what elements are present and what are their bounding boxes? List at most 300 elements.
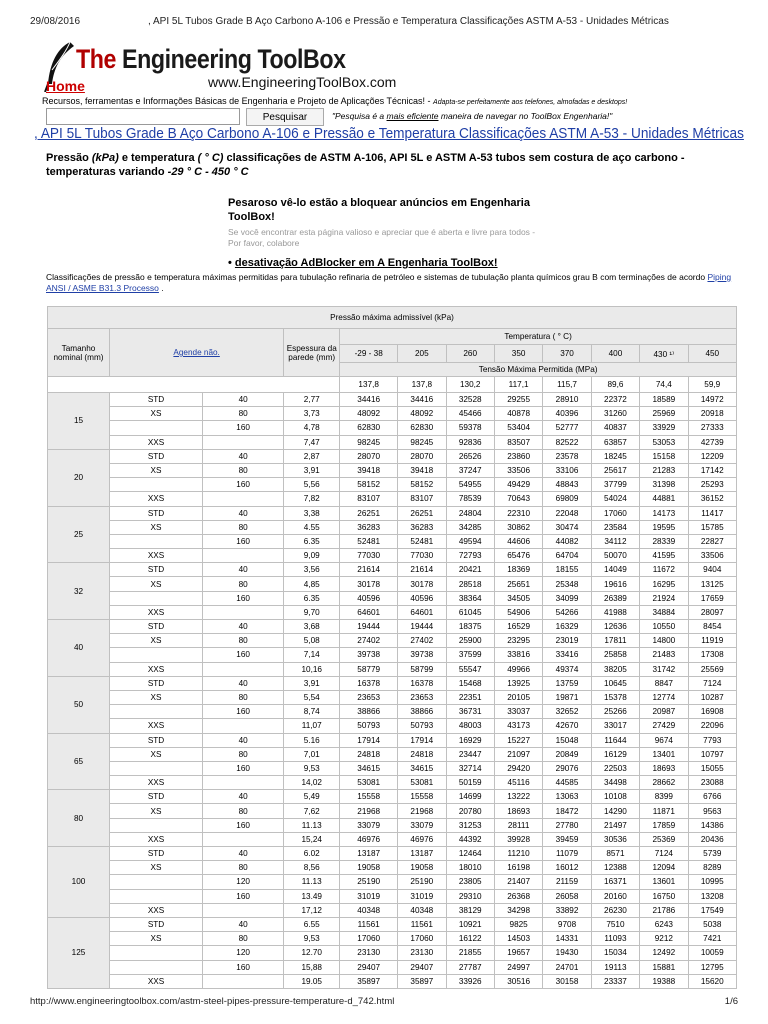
pressure-cell: 17060	[398, 932, 446, 946]
pressure-cell: 16529	[494, 620, 542, 634]
wall-thickness-cell: 11.13	[284, 875, 340, 889]
pressure-cell: 62830	[398, 421, 446, 435]
pressure-cell: 11561	[340, 917, 398, 931]
pressure-cell: 34884	[640, 605, 688, 619]
pressure-cell: 27429	[640, 719, 688, 733]
pressure-cell: 29407	[340, 960, 398, 974]
pressure-cell: 25969	[640, 407, 688, 421]
pressure-cell: 9674	[640, 733, 688, 747]
table-row	[48, 605, 737, 619]
schedule-number-cell	[203, 662, 284, 676]
table-row	[48, 563, 737, 577]
schedule-class-cell: STD	[110, 449, 203, 463]
pressure-cell: 21483	[640, 648, 688, 662]
pressure-cell: 33416	[543, 648, 591, 662]
pressure-cell: 19871	[543, 690, 591, 704]
pressure-cell: 15558	[398, 790, 446, 804]
table-row	[48, 463, 737, 477]
col-size-header: Tamanho nominal (mm)	[48, 329, 110, 377]
pressure-cell: 23130	[398, 946, 446, 960]
pressure-cell: 10995	[688, 875, 736, 889]
pressure-cell: 31019	[398, 889, 446, 903]
pressure-cell: 25190	[340, 875, 398, 889]
wall-thickness-cell: 3,91	[284, 676, 340, 690]
table-row	[48, 393, 737, 407]
pressure-cell: 6243	[640, 917, 688, 931]
pressure-cell: 14386	[688, 818, 736, 832]
nominal-size-cell: 25	[48, 506, 110, 563]
pressure-cell: 64601	[340, 605, 398, 619]
intro-text: Pressão (kPa) e temperatura ( ° C) classificações de ASTM A-106, API 5L e ASTM A-53 tubos sem costura de aço carbono - temperaturas variando -29 ° C - 450 ° C	[46, 152, 685, 178]
pressure-cell: 26389	[591, 591, 639, 605]
pressure-cell: 29407	[398, 960, 446, 974]
schedule-class-cell: XS	[110, 861, 203, 875]
pressure-cell: 31260	[591, 407, 639, 421]
pressure-cell: 27787	[446, 960, 494, 974]
wall-thickness-cell: 3,56	[284, 563, 340, 577]
pressure-cell: 13208	[688, 889, 736, 903]
pressure-cell: 14049	[591, 563, 639, 577]
table-row	[48, 577, 737, 591]
pressure-cell: 20421	[446, 563, 494, 577]
pressure-cell: 37599	[446, 648, 494, 662]
table-row	[48, 676, 737, 690]
pressure-cell: 50159	[446, 776, 494, 790]
pressure-cell: 30516	[494, 974, 542, 988]
wall-thickness-cell: 6.02	[284, 847, 340, 861]
pressure-cell: 42739	[688, 435, 736, 449]
pressure-cell: 28339	[640, 534, 688, 548]
schedule-class-cell: XXS	[110, 662, 203, 676]
pressure-cell: 8847	[640, 676, 688, 690]
pressure-cell: 28097	[688, 605, 736, 619]
pressure-cell: 59378	[446, 421, 494, 435]
print-page-number: 1/6	[724, 996, 738, 1007]
pressure-cell: 19113	[591, 960, 639, 974]
table-row	[48, 662, 737, 676]
pressure-cell: 33926	[446, 974, 494, 988]
schedule-class-cell	[110, 946, 203, 960]
schedule-number-cell: 80	[203, 747, 284, 761]
pressure-cell: 33079	[398, 818, 446, 832]
stress-header: Tensão Máxima Permitida (MPa)	[340, 363, 737, 377]
pressure-cell: 18589	[640, 393, 688, 407]
pressure-cell: 11919	[688, 634, 736, 648]
pressure-cell: 61045	[446, 605, 494, 619]
wall-thickness-cell: 9,09	[284, 549, 340, 563]
pressure-cell: 48092	[340, 407, 398, 421]
ansi-asme-link[interactable]: Piping ANSI / ASME B31.3 Processo	[46, 272, 732, 293]
pressure-cell: 38866	[398, 705, 446, 719]
schedule-number-cell: 120	[203, 946, 284, 960]
pressure-cell: 7124	[688, 676, 736, 690]
wall-thickness-cell: 17,12	[284, 903, 340, 917]
pressure-cell: 7793	[688, 733, 736, 747]
schedule-class-cell	[110, 875, 203, 889]
schedule-class-cell: STD	[110, 733, 203, 747]
pressure-cell: 23805	[446, 875, 494, 889]
pressure-cell: 98245	[340, 435, 398, 449]
adblock-notice	[228, 196, 558, 269]
schedule-number-cell: 40	[203, 676, 284, 690]
wall-thickness-cell: 8,56	[284, 861, 340, 875]
pressure-cell: 48843	[543, 478, 591, 492]
table-row	[48, 435, 737, 449]
pressure-cell: 15558	[340, 790, 398, 804]
pressure-cell: 58152	[398, 478, 446, 492]
logo-text: The Engineering ToolBox	[76, 44, 346, 74]
pressure-cell: 12388	[591, 861, 639, 875]
pressure-cell: 18693	[640, 761, 688, 775]
pressure-cell: 44881	[640, 492, 688, 506]
pressure-cell: 30158	[543, 974, 591, 988]
pressure-cell: 20849	[543, 747, 591, 761]
pressure-cell: 31253	[446, 818, 494, 832]
schedule-class-cell	[110, 705, 203, 719]
pressure-cell: 31019	[340, 889, 398, 903]
wall-thickness-cell: 9,53	[284, 932, 340, 946]
pressure-cell: 15378	[591, 690, 639, 704]
schedule-class-cell: XS	[110, 804, 203, 818]
schedule-class-cell	[110, 889, 203, 903]
pressure-cell: 44082	[543, 534, 591, 548]
pressure-cell: 26230	[591, 903, 639, 917]
pressure-cell: 34112	[591, 534, 639, 548]
schedule-class-cell: XXS	[110, 832, 203, 846]
pressure-cell: 13222	[494, 790, 542, 804]
pressure-cell: 18375	[446, 620, 494, 634]
temp-col-header: 450	[688, 345, 736, 363]
pressure-cell: 41595	[640, 549, 688, 563]
pressure-cell: 26526	[446, 449, 494, 463]
pressure-cell: 15055	[688, 761, 736, 775]
pressure-cell: 52481	[340, 534, 398, 548]
pressure-cell: 19444	[398, 620, 446, 634]
temp-col-header: -29 - 38	[340, 345, 398, 363]
nominal-size-cell: 15	[48, 393, 110, 450]
pressure-cell: 10287	[688, 690, 736, 704]
table-row	[48, 648, 737, 662]
schedule-number-cell: 160	[203, 534, 284, 548]
pressure-cell: 16908	[688, 705, 736, 719]
schedule-number-cell: 40	[203, 847, 284, 861]
schedule-class-cell: XXS	[110, 605, 203, 619]
pressure-cell: 35897	[398, 974, 446, 988]
pressure-cell: 22503	[591, 761, 639, 775]
pressure-cell: 53404	[494, 421, 542, 435]
pressure-cell: 52481	[398, 534, 446, 548]
pressure-cell: 14699	[446, 790, 494, 804]
pressure-cell: 49429	[494, 478, 542, 492]
pressure-cell: 10797	[688, 747, 736, 761]
schedule-number-cell	[203, 605, 284, 619]
pressure-cell: 54024	[591, 492, 639, 506]
wall-thickness-cell: 4,85	[284, 577, 340, 591]
table-row	[48, 818, 737, 832]
pressure-cell: 30536	[591, 832, 639, 846]
pressure-cell: 33892	[543, 903, 591, 917]
pressure-cell: 5739	[688, 847, 736, 861]
pressure-cell: 39928	[494, 832, 542, 846]
pressure-cell: 34615	[340, 761, 398, 775]
pressure-cell: 25369	[640, 832, 688, 846]
wall-thickness-cell: 6.55	[284, 917, 340, 931]
pressure-cell: 18010	[446, 861, 494, 875]
pressure-cell: 23019	[543, 634, 591, 648]
pressure-cell: 9708	[543, 917, 591, 931]
pressure-cell: 16295	[640, 577, 688, 591]
pressure-cell: 18245	[591, 449, 639, 463]
stress-value: 137,8	[340, 377, 398, 393]
nominal-size-cell: 50	[48, 676, 110, 733]
pressure-cell: 23578	[543, 449, 591, 463]
pressure-cell: 21968	[398, 804, 446, 818]
pressure-cell: 8399	[640, 790, 688, 804]
table-row	[48, 889, 737, 903]
pressure-cell: 21097	[494, 747, 542, 761]
search-input[interactable]	[46, 108, 240, 125]
search-button[interactable]: Pesquisar	[246, 108, 324, 126]
pressure-cell: 10108	[591, 790, 639, 804]
pressure-cell: 34099	[543, 591, 591, 605]
pressure-cell: 29076	[543, 761, 591, 775]
table-row	[48, 634, 737, 648]
pressure-cell: 33079	[340, 818, 398, 832]
pressure-cell: 65476	[494, 549, 542, 563]
pressure-cell: 17142	[688, 463, 736, 477]
pressure-cell: 30862	[494, 520, 542, 534]
schedule-number-cell: 160	[203, 648, 284, 662]
pressure-cell: 16929	[446, 733, 494, 747]
schedule-link[interactable]: Agende não.	[173, 348, 220, 357]
pressure-cell: 23584	[591, 520, 639, 534]
pressure-cell: 20436	[688, 832, 736, 846]
wall-thickness-cell: 3,73	[284, 407, 340, 421]
schedule-number-cell: 80	[203, 407, 284, 421]
pressure-cell: 19430	[543, 946, 591, 960]
pressure-cell: 20987	[640, 705, 688, 719]
table-row	[48, 974, 737, 988]
pressure-cell: 55547	[446, 662, 494, 676]
pressure-cell: 13187	[398, 847, 446, 861]
wall-thickness-cell: 14,02	[284, 776, 340, 790]
pressure-cell: 14290	[591, 804, 639, 818]
schedule-class-cell: XXS	[110, 903, 203, 917]
pressure-cell: 10645	[591, 676, 639, 690]
pressure-cell: 30178	[340, 577, 398, 591]
pressure-cell: 28910	[543, 393, 591, 407]
pressure-cell: 20780	[446, 804, 494, 818]
wall-thickness-cell: 7,01	[284, 747, 340, 761]
pressure-cell: 39459	[543, 832, 591, 846]
pressure-cell: 45466	[446, 407, 494, 421]
nominal-size-cell: 20	[48, 449, 110, 506]
wall-thickness-cell: 15,24	[284, 832, 340, 846]
pressure-cell: 64601	[398, 605, 446, 619]
schedule-class-cell	[110, 818, 203, 832]
home-link[interactable]: Home	[46, 78, 85, 94]
pressure-cell: 7124	[640, 847, 688, 861]
pressure-cell: 16378	[398, 676, 446, 690]
pressure-cell: 27402	[398, 634, 446, 648]
schedule-class-cell: XXS	[110, 492, 203, 506]
pressure-cell: 17549	[688, 903, 736, 917]
table-row	[48, 761, 737, 775]
table-row	[48, 832, 737, 846]
table-row	[48, 506, 737, 520]
pressure-cell: 33506	[494, 463, 542, 477]
pressure-cell: 24701	[543, 960, 591, 974]
pressure-cell: 33506	[688, 549, 736, 563]
pressure-cell: 78539	[446, 492, 494, 506]
pressure-cell: 7421	[688, 932, 736, 946]
pressure-cell: 23653	[340, 690, 398, 704]
pressure-cell: 70643	[494, 492, 542, 506]
schedule-class-cell: XS	[110, 520, 203, 534]
pressure-cell: 39418	[398, 463, 446, 477]
schedule-number-cell	[203, 549, 284, 563]
pressure-cell: 19444	[340, 620, 398, 634]
pressure-cell: 40837	[591, 421, 639, 435]
pressure-cell: 25617	[591, 463, 639, 477]
pressure-cell: 38129	[446, 903, 494, 917]
wall-thickness-cell: 9,70	[284, 605, 340, 619]
pressure-cell: 24818	[398, 747, 446, 761]
disable-adblock-link[interactable]: desativação AdBlocker em A Engenharia ToolBox!	[234, 257, 498, 269]
pressure-cell: 11561	[398, 917, 446, 931]
pressure-cell: 11644	[591, 733, 639, 747]
table-row	[48, 534, 737, 548]
wall-thickness-cell: 11,07	[284, 719, 340, 733]
pressure-cell: 32652	[543, 705, 591, 719]
temp-col-header: 260	[446, 345, 494, 363]
pressure-cell: 33816	[494, 648, 542, 662]
schedule-number-cell: 160	[203, 818, 284, 832]
schedule-number-cell: 40	[203, 917, 284, 931]
schedule-number-cell: 80	[203, 520, 284, 534]
pressure-cell: 11672	[640, 563, 688, 577]
pressure-cell: 12492	[640, 946, 688, 960]
schedule-number-cell	[203, 719, 284, 733]
pressure-cell: 17859	[640, 818, 688, 832]
pressure-cell: 40396	[543, 407, 591, 421]
pressure-cell: 40596	[398, 591, 446, 605]
pressure-cell: 36731	[446, 705, 494, 719]
pressure-cell: 77030	[398, 549, 446, 563]
pressure-cell: 33929	[640, 421, 688, 435]
pressure-cell: 22310	[494, 506, 542, 520]
pressure-cell: 58799	[398, 662, 446, 676]
schedule-class-cell	[110, 648, 203, 662]
pressure-cell: 77030	[340, 549, 398, 563]
pressure-cell: 25651	[494, 577, 542, 591]
schedule-class-cell: XS	[110, 577, 203, 591]
schedule-class-cell	[110, 478, 203, 492]
table-row	[48, 492, 737, 506]
pressure-cell: 12209	[688, 449, 736, 463]
pressure-cell: 28111	[494, 818, 542, 832]
pressure-cell: 35897	[340, 974, 398, 988]
pressure-cell: 50070	[591, 549, 639, 563]
pressure-cell: 12795	[688, 960, 736, 974]
schedule-number-cell	[203, 776, 284, 790]
pressure-cell: 50793	[340, 719, 398, 733]
schedule-number-cell: 160	[203, 761, 284, 775]
schedule-number-cell	[203, 492, 284, 506]
temp-header: Temperatura ( ° C)	[340, 329, 737, 345]
stress-spacer	[48, 377, 340, 393]
pressure-cell: 25858	[591, 648, 639, 662]
pressure-cell: 19595	[640, 520, 688, 534]
col-wall-header: Espessura da parede (mm)	[284, 329, 340, 377]
schedule-number-cell: 120	[203, 875, 284, 889]
pressure-cell: 45116	[494, 776, 542, 790]
table-row	[48, 946, 737, 960]
schedule-number-cell: 160	[203, 889, 284, 903]
pressure-cell: 17659	[688, 591, 736, 605]
site-logo[interactable]	[40, 40, 460, 95]
pressure-cell: 38205	[591, 662, 639, 676]
pressure-cell: 36283	[398, 520, 446, 534]
pressure-cell: 98245	[398, 435, 446, 449]
schedule-number-cell: 80	[203, 804, 284, 818]
pressure-cell: 13401	[640, 747, 688, 761]
pressure-cell: 16750	[640, 889, 688, 903]
table-row	[48, 804, 737, 818]
pressure-cell: 12094	[640, 861, 688, 875]
pressure-cell: 58779	[340, 662, 398, 676]
print-url: http://www.engineeringtoolbox.com/astm-steel-pipes-pressure-temperature-d_742.html	[30, 996, 395, 1007]
table-row	[48, 549, 737, 563]
pressure-cell: 92836	[446, 435, 494, 449]
pressure-cell: 49374	[543, 662, 591, 676]
pressure-cell: 23447	[446, 747, 494, 761]
wall-thickness-cell: 7,14	[284, 648, 340, 662]
pressure-cell: 72793	[446, 549, 494, 563]
pressure-cell: 39418	[340, 463, 398, 477]
pressure-cell: 9404	[688, 563, 736, 577]
pressure-cell: 16198	[494, 861, 542, 875]
pressure-cell: 19388	[640, 974, 688, 988]
search-note: "Pesquisa é a mais eficiente maneira de navegar no ToolBox Engenharia!"	[332, 111, 613, 121]
pressure-cell: 22372	[591, 393, 639, 407]
pressure-cell: 24818	[340, 747, 398, 761]
pressure-cell: 34416	[340, 393, 398, 407]
schedule-class-cell	[110, 960, 203, 974]
pressure-cell: 21407	[494, 875, 542, 889]
pressure-cell: 26368	[494, 889, 542, 903]
pressure-cell: 6766	[688, 790, 736, 804]
pressure-cell: 17060	[591, 506, 639, 520]
pressure-cell: 23337	[591, 974, 639, 988]
nominal-size-cell: 40	[48, 620, 110, 677]
schedule-class-cell: XS	[110, 747, 203, 761]
schedule-number-cell	[203, 974, 284, 988]
pressure-cell: 10921	[446, 917, 494, 931]
pressure-cell: 44606	[494, 534, 542, 548]
schedule-class-cell: XS	[110, 690, 203, 704]
pressure-cell: 13925	[494, 676, 542, 690]
schedule-number-cell: 160	[203, 591, 284, 605]
pressure-cell: 22096	[688, 719, 736, 733]
table-heading: Pressão máxima admissível (kPa)	[48, 307, 737, 329]
schedule-number-cell: 40	[203, 449, 284, 463]
page-title[interactable]: , API 5L Tubos Grade B Aço Carbono A-106 e Pressão e Temperatura Classificações ASTM A-53 - Unidades Métricas	[34, 126, 744, 142]
pressure-cell: 16378	[340, 676, 398, 690]
pressure-cell: 18369	[494, 563, 542, 577]
pressure-cell: 34416	[398, 393, 446, 407]
schedule-number-cell: 160	[203, 478, 284, 492]
